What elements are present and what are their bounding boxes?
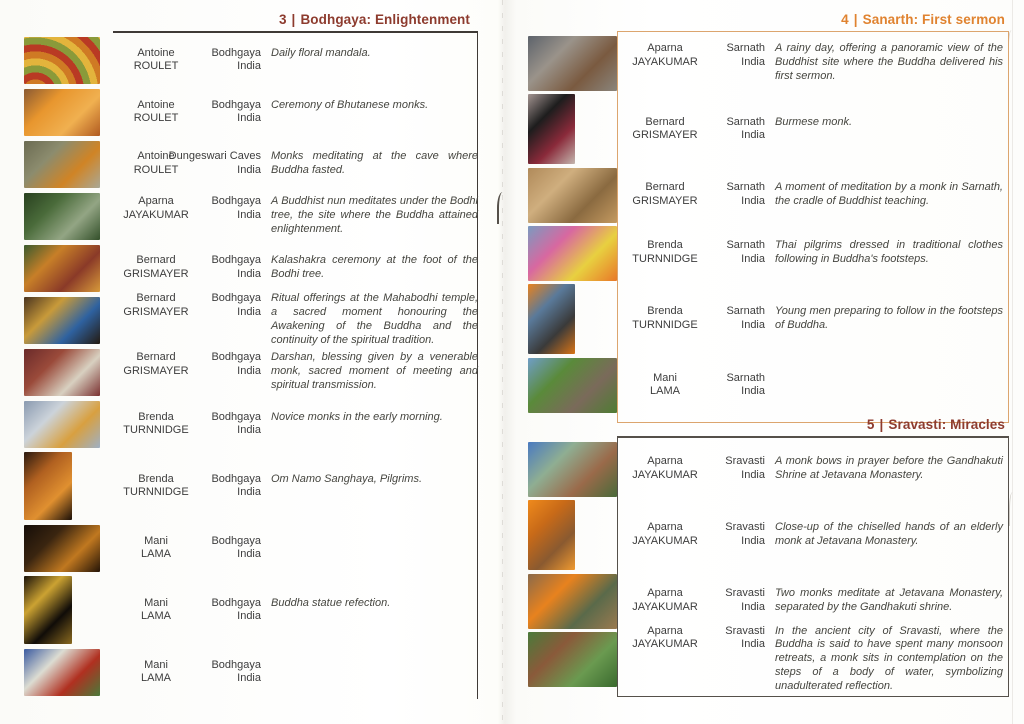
photographer-first-name: Bernard <box>645 115 685 128</box>
location-place: Bodhgaya <box>211 658 261 671</box>
catalog-row <box>24 646 478 698</box>
page-fold <box>502 0 503 724</box>
head-shaving-photo <box>528 284 575 354</box>
photographer-last-name: TURNNIDGE <box>123 424 189 436</box>
header-divider: | <box>879 417 884 432</box>
location-place: Sarnath <box>726 371 765 384</box>
bodhi-tree-nun-photo <box>24 193 100 240</box>
section-number: 5 <box>866 417 875 432</box>
photographer-name <box>106 535 206 562</box>
thumbnail-cell <box>528 358 617 413</box>
row-text-group <box>106 254 478 282</box>
section-header-3 <box>113 12 470 27</box>
photo-location <box>206 473 261 500</box>
photo-location <box>206 351 261 378</box>
location-country: India <box>741 194 765 207</box>
catalog-row <box>24 138 478 190</box>
thumbnail-cell <box>528 574 617 629</box>
header-divider: | <box>853 12 858 27</box>
photographer-first-name: Mani <box>144 596 168 609</box>
photographer-name <box>106 411 206 438</box>
photo-location <box>206 99 261 126</box>
photographer-name <box>620 521 710 548</box>
header-divider: | <box>291 12 296 27</box>
location-place: Bodhgaya <box>211 534 261 547</box>
row-text-group <box>106 351 478 392</box>
location-place: Bodhgaya <box>211 195 261 208</box>
thumbnail-cell <box>24 141 100 188</box>
mahabodhi-offerings-photo <box>24 297 100 344</box>
photographer-first-name: Mani <box>144 534 168 547</box>
photographer-last-name: GRISMAYER <box>632 194 698 207</box>
row-text-group <box>106 659 478 686</box>
photographer-name <box>620 455 710 482</box>
section-header-5 <box>617 417 1005 432</box>
thumbnail-cell <box>24 649 100 696</box>
catalog-row <box>24 294 478 346</box>
row-text-group <box>620 372 1003 399</box>
catalog-row <box>24 574 478 646</box>
thumbnail-cell <box>528 36 617 91</box>
row-text-group <box>106 47 478 74</box>
photographer-name <box>620 625 710 652</box>
location-country: India <box>237 548 261 560</box>
photographer-first-name: Antoine <box>137 46 175 59</box>
burmese-monk-photo <box>528 94 575 164</box>
pilgrims-candles-photo <box>24 452 72 520</box>
photographer-name <box>106 195 206 222</box>
photo-description: Thai pilgrims dressed in traditional clothes following in Buddha's footsteps. <box>775 239 1003 265</box>
photographer-first-name: Bernard <box>645 181 685 194</box>
photo-location <box>206 47 261 74</box>
location-country: India <box>741 129 765 141</box>
photographer-last-name: JAYAKUMAR <box>123 208 189 221</box>
location-place: Sarnath <box>726 115 765 128</box>
location-place: Bodhgaya <box>211 596 261 609</box>
photographer-name <box>620 181 710 208</box>
photographer-name <box>106 254 206 281</box>
photographer-name <box>620 116 710 143</box>
photo-description: Two monks meditate at Jetavana Monastery, separated by the Gandhakuti shrine. <box>775 587 1003 613</box>
photo-description: Buddha statue refection. <box>271 596 391 609</box>
catalog-row <box>24 450 478 522</box>
location-country: India <box>237 672 261 684</box>
thumbnail-cell <box>528 632 617 687</box>
location-country: India <box>741 534 765 547</box>
photographer-last-name: LAMA <box>141 610 171 622</box>
catalog-row <box>528 34 1003 92</box>
row-text-group <box>620 625 1003 694</box>
photographer-last-name: JAYAKUMAR <box>632 600 698 613</box>
photographer-last-name: ROULET <box>133 60 179 72</box>
photographer-first-name: Mani <box>144 658 168 671</box>
gandhakuti-shrine-photo <box>528 442 617 497</box>
location-country: India <box>237 208 261 221</box>
row-text-group <box>620 521 1003 549</box>
thumbnail-cell <box>24 525 100 572</box>
photo-location <box>710 521 765 548</box>
catalog-row <box>24 86 478 138</box>
location-country: India <box>237 267 261 280</box>
photographer-first-name: Aparna <box>647 624 683 637</box>
photo-location <box>206 195 261 222</box>
catalog-row <box>528 572 1003 630</box>
photographer-name <box>106 292 206 319</box>
catalog-row <box>24 346 478 398</box>
photographer-last-name: JAYAKUMAR <box>632 468 698 481</box>
elephant-shrine-photo <box>24 649 100 696</box>
thumbnail-cell <box>24 89 100 136</box>
photo-description: Kalashakra ceremony at the foot of the Bodhi tree. <box>271 254 478 280</box>
photographer-name <box>106 473 206 500</box>
location-country: India <box>741 468 765 481</box>
location-place: Sravasti <box>725 455 765 468</box>
photo-description: A Buddhist nun meditates under the Bodhi tree, the site where the Buddha attained enlightenment. <box>271 195 478 235</box>
bhutanese-monks-photo <box>24 89 100 136</box>
location-country: India <box>237 486 261 498</box>
row-text-group <box>106 292 478 347</box>
photo-location <box>206 535 261 562</box>
location-place: Bodhgaya <box>211 254 261 267</box>
photo-location <box>206 254 261 281</box>
location-country: India <box>237 610 261 622</box>
location-place: Bodhgaya <box>211 410 261 423</box>
photo-description: Young men preparing to follow in the footsteps of Buddha. <box>775 305 1003 331</box>
catalog-row <box>24 522 478 574</box>
sarnath-rainy-photo <box>528 36 617 91</box>
catalog-rows-bodhgaya <box>24 34 478 698</box>
catalog-row <box>528 498 1003 572</box>
section-number: 4 <box>841 12 849 27</box>
photographer-name <box>106 99 206 126</box>
photographer-last-name: GRISMAYER <box>123 364 189 377</box>
photo-location <box>710 587 765 614</box>
photo-location <box>206 597 261 624</box>
photo-location <box>710 239 765 266</box>
butter-lamps-photo <box>24 525 100 572</box>
thumbnail-cell <box>528 500 617 570</box>
photo-description: In the ancient city of Sravasti, where the Buddha is said to have spent many monsoon retreats, a monk sits in contemplation on the steps of a body of water, symbolizing unadulterated reflection. <box>775 624 1003 692</box>
location-place: Sarnath <box>726 42 765 55</box>
location-place: Bodhgaya <box>211 351 261 364</box>
location-place: Bodhgaya <box>211 46 261 59</box>
catalog-row <box>24 190 478 242</box>
photographer-name <box>620 372 710 399</box>
photographer-last-name: ROULET <box>133 112 179 124</box>
photo-description: Darshan, blessing given by a venerable monk, sacred moment of meeting and spiritual transmission. <box>271 351 478 391</box>
two-monks-photo <box>528 574 617 629</box>
location-country: India <box>237 424 261 436</box>
thumbnail-cell <box>24 193 100 240</box>
floral-mandala-photo <box>24 37 100 84</box>
photographer-last-name: TURNNIDGE <box>632 252 698 265</box>
photographer-last-name: GRISMAYER <box>123 305 189 318</box>
photographer-first-name: Antoine <box>137 98 175 111</box>
photographer-first-name: Brenda <box>138 410 174 423</box>
location-place: Bodhgaya <box>211 472 261 485</box>
location-place: Sarnath <box>726 181 765 194</box>
photographer-first-name: Bernard <box>136 351 176 364</box>
location-country: India <box>237 163 261 176</box>
photographer-name <box>106 351 206 378</box>
section-number: 3 <box>278 12 287 27</box>
photographer-last-name: JAYAKUMAR <box>632 638 698 651</box>
location-place: Sravasti <box>725 521 765 534</box>
photo-location <box>710 625 765 652</box>
photographer-last-name: ROULET <box>133 163 179 176</box>
photo-description: Om Namo Sanghaya, Pilgrims. <box>271 472 422 485</box>
photographer-first-name: Aparna <box>647 521 683 534</box>
photo-location <box>206 292 261 319</box>
location-place: Bodhgaya <box>211 98 261 111</box>
location-place: Sravasti <box>725 624 765 637</box>
catalog-row <box>24 34 478 86</box>
thumbnail-cell <box>24 37 100 84</box>
thumbnail-cell <box>528 226 617 281</box>
photographer-last-name: GRISMAYER <box>123 267 189 280</box>
photo-description: Ritual offerings at the Mahabodhi temple, a sacred moment honouring the Awakening of the Buddha and the continuity of the spiritual tradition. <box>271 292 478 346</box>
location-place: Dungeswari Caves <box>168 150 261 163</box>
photo-description: A monk bows in prayer before the Gandhakuti Shrine at Jetavana Monastery. <box>775 455 1003 481</box>
row-text-group <box>106 150 478 178</box>
photo-description: Ceremony of Bhutanese monks. <box>271 98 429 111</box>
row-text-group <box>106 99 478 126</box>
photo-description: Monks meditating at the cave where Buddha fasted. <box>271 150 478 176</box>
photographer-first-name: Antoine <box>137 150 175 163</box>
photographer-last-name: JAYAKUMAR <box>632 534 698 547</box>
sarnath-ruins-photo <box>528 168 617 223</box>
catalog-row <box>24 242 478 294</box>
location-country: India <box>741 55 765 68</box>
thumbnail-cell <box>528 94 617 164</box>
location-country: India <box>237 305 261 318</box>
photographer-last-name: TURNNIDGE <box>632 318 698 331</box>
photo-description: Close-up of the chiselled hands of an elderly monk at Jetavana Monastery. <box>775 521 1003 547</box>
photographer-first-name: Brenda <box>647 239 683 252</box>
photographer-first-name: Aparna <box>138 195 174 208</box>
photographer-name <box>106 659 206 686</box>
location-place: Sarnath <box>726 239 765 252</box>
catalog-row <box>528 92 1003 166</box>
row-text-group <box>620 305 1003 333</box>
table-top-rule <box>113 31 478 33</box>
photographer-last-name: JAYAKUMAR <box>632 55 698 68</box>
section-title: Sanarth: First sermon <box>862 12 1005 27</box>
photographer-first-name: Bernard <box>136 254 176 267</box>
photographer-name <box>620 42 710 69</box>
novice-monks-photo <box>24 401 100 448</box>
catalog-row <box>528 282 1003 356</box>
thumbnail-cell <box>24 576 100 644</box>
photo-description: Burmese monk. <box>775 115 853 128</box>
photographer-first-name: Aparna <box>647 455 683 468</box>
location-country: India <box>741 600 765 613</box>
location-country: India <box>741 252 765 265</box>
row-text-group <box>620 455 1003 483</box>
photographer-last-name: LAMA <box>650 385 680 397</box>
location-country: India <box>237 364 261 377</box>
buddha-reflection-photo <box>24 576 72 644</box>
photo-location <box>710 372 765 399</box>
row-text-group <box>620 239 1003 267</box>
section-title: Sravasti: Miracles <box>888 417 1005 432</box>
photographer-last-name: LAMA <box>141 672 171 684</box>
section-title: Bodhgaya: Enlightenment <box>300 12 470 27</box>
photographer-last-name: TURNNIDGE <box>123 486 189 498</box>
photographer-first-name: Brenda <box>138 472 174 485</box>
row-text-group <box>106 597 478 624</box>
row-text-group <box>620 42 1003 83</box>
photo-location <box>710 42 765 69</box>
catalog-row <box>528 624 1003 692</box>
photographer-name <box>106 47 206 74</box>
photographer-name <box>106 597 206 624</box>
darshan-blessing-photo <box>24 349 100 396</box>
photographer-first-name: Mani <box>653 371 677 384</box>
row-text-group <box>620 181 1003 209</box>
row-text-group <box>620 116 1003 143</box>
thumbnail-cell <box>24 452 100 520</box>
photographer-last-name: GRISMAYER <box>632 129 698 141</box>
thumbnail-cell <box>528 284 617 354</box>
thumbnail-cell <box>24 401 100 448</box>
kalashakra-ceremony-photo <box>24 245 100 292</box>
row-text-group <box>106 535 478 562</box>
chiselled-hands-photo <box>528 500 575 570</box>
thumbnail-cell <box>528 168 617 223</box>
section-header-4 <box>617 12 1005 27</box>
photographer-last-name: LAMA <box>141 548 171 560</box>
catalog-row <box>528 356 1003 414</box>
catalog-row <box>528 166 1003 224</box>
location-place: Sarnath <box>726 305 765 318</box>
photo-location <box>206 659 261 686</box>
row-text-group <box>106 195 478 236</box>
photo-location <box>710 305 765 332</box>
thumbnail-cell <box>24 349 100 396</box>
location-country: India <box>741 385 765 397</box>
catalog-row <box>528 440 1003 498</box>
photo-description: A rainy day, offering a panoramic view of the Buddhist site where the Buddha delivered his first sermon. <box>775 42 1003 82</box>
page-right-edge <box>1012 0 1013 724</box>
thumbnail-cell <box>24 297 100 344</box>
photo-location <box>206 411 261 438</box>
catalog-rows-sravasti <box>528 440 1003 692</box>
thai-pilgrims-photo <box>528 226 617 281</box>
catalog-row <box>528 224 1003 282</box>
photographer-first-name: Aparna <box>647 42 683 55</box>
location-country: India <box>237 60 261 72</box>
catalog-row <box>24 398 478 450</box>
location-country: India <box>741 318 765 331</box>
photo-location <box>710 116 765 143</box>
location-country: India <box>741 638 765 651</box>
thumbnail-cell <box>528 442 617 497</box>
photographer-first-name: Aparna <box>647 587 683 600</box>
sarnath-lawn-photo <box>528 358 617 413</box>
row-text-group <box>106 473 478 500</box>
thumbnail-cell <box>24 245 100 292</box>
photographer-first-name: Brenda <box>647 305 683 318</box>
location-country: India <box>237 112 261 124</box>
photo-description: Novice monks in the early morning. <box>271 410 443 423</box>
photo-description: Daily floral mandala. <box>271 46 371 59</box>
photo-location <box>710 455 765 482</box>
location-place: Bodhgaya <box>211 292 261 305</box>
photographer-name <box>620 239 710 266</box>
photo-description: A moment of meditation by a monk in Sarnath, the cradle of Buddhist teaching. <box>775 181 1003 207</box>
dungeswari-cave-photo <box>24 141 100 188</box>
row-text-group <box>620 587 1003 615</box>
photographer-name <box>620 587 710 614</box>
catalog-rows-sarnath <box>528 34 1003 414</box>
location-place: Sravasti <box>725 587 765 600</box>
monk-steps-photo <box>528 632 617 687</box>
photo-location <box>168 150 261 177</box>
photographer-first-name: Bernard <box>136 292 176 305</box>
photo-location <box>710 181 765 208</box>
photographer-name <box>620 305 710 332</box>
row-text-group <box>106 411 478 438</box>
